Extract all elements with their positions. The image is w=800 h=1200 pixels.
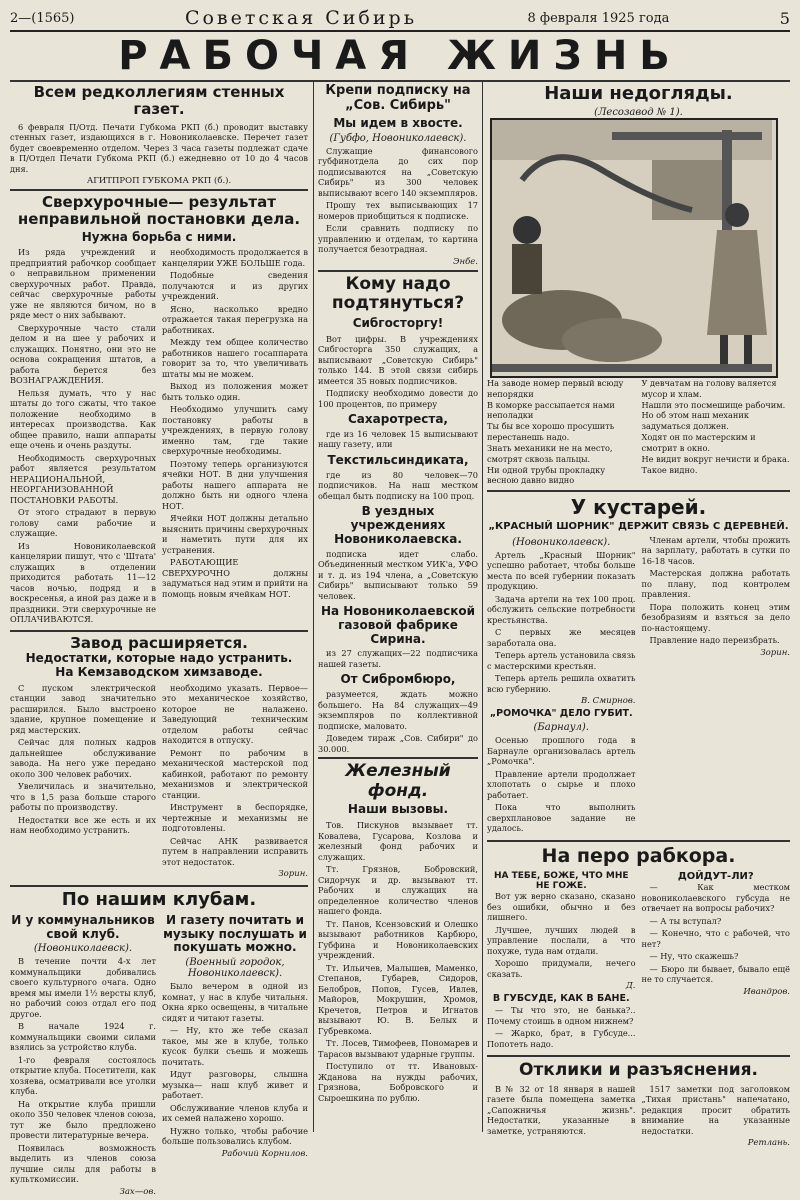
club2-headline: И газету почитать и музыку послушать и покушать можно. (163, 912, 307, 955)
cartoon-illustration (490, 118, 778, 378)
article-paragraph: Служащие финансового губфинотдела до сих пор подписываются на „Советскую Сибирь" из 300 человек выписывают всего 140 экземпляров. (318, 145, 478, 198)
article-signature: Д. (625, 981, 636, 992)
article-paragraph: В № 32 от 18 января в нашей газете была помещена заметка „Сапожничья жизнь". Недостатки, указанные в заметке, устраняются. (487, 1083, 636, 1136)
article-paragraph: Недостатки все же есть и их нам необходимо устранить. (10, 814, 156, 836)
article-paragraph: Идут разговоры, слышна музыка— наш клуб живет и работает. (162, 1069, 308, 1101)
article-paragraph: Подобные сведения получаются и из других учреждений. (162, 270, 308, 302)
article-signature: Зорин. (760, 647, 790, 658)
article-paragraph: Инструмент в беспорядке, чертежные и механизмы не подготовлены. (162, 802, 308, 834)
article-paragraph: необходимо указать. Первое— это механическое хозяйство, которое не налажено. Заведующий техническим отделом работы сейчас находится в отпуску. (162, 682, 308, 746)
article-paragraph: разумеется, ждать можно большего. На 84 служащих—49 экземпляров по коллективной подписке, маловато. (318, 689, 478, 731)
overtime-headline: Сверхурочные— результат неправильной постановки дела. (17, 193, 301, 229)
left-column (10, 83, 308, 1197)
article-signature: Ивандров. (743, 986, 790, 997)
who-subheadline: Сибгосторгу! (352, 315, 444, 330)
column-rule-1 (313, 82, 314, 1132)
pero-a-headline: НА ТЕБЕ, БОЖЕ, ЧТО МНЕ НЕ ГОЖЕ. (493, 870, 629, 891)
article-paragraph: Вот уж верно сказано, сказано без ошибки, обычно и без лишнего. (487, 891, 636, 923)
article-paragraph: С пуском электрической станции завод значительно расширился. Было выстроено здание, крупное помещение и ряд мастерских. (10, 682, 156, 735)
article-signature: Ретлань. (747, 1138, 790, 1149)
article-paragraph: Появилась возможность выделить из членов союза лучшие силы для работы в культкомиссии. (10, 1142, 156, 1185)
article-paragraph: — Жарко, брат, в Губсуде... Попотеть надо. (487, 1028, 636, 1049)
club1-location: (Новониколаевск). (33, 943, 133, 955)
article-paragraph: Осенью прошлого года в Барнауле организовалась артель „Ромочка". (487, 735, 636, 767)
verse-line: Ты бы все хорошо просушить перестанешь надо. (487, 421, 615, 443)
zavod-article (10, 683, 308, 883)
section-banner: РАБОЧАЯ ЖИЗНЬ (118, 33, 682, 79)
article-paragraph: Теперь артель решила охватить всю губернию. (487, 673, 636, 694)
article-signature: Рабочий Корнилов. (221, 1148, 308, 1159)
article-paragraph: Мастерская должна работать по плану, под контролем правления. (641, 568, 790, 600)
article-paragraph: Поэтому теперь организуются ячейки НОТ. В дни улучшения работы нашего аппарата не должно быть ни одного члена НОТ. (162, 458, 308, 511)
article-paragraph: Сейчас для полных кадров дальнейшее обслуживание завода. На него уже передано около 300 человек рабочих. (10, 737, 156, 779)
uezd-headline: В уездных учреждениях Новониколаевска. (334, 504, 462, 546)
article-signature: Энбе. (452, 256, 478, 267)
article-paragraph: 1517 заметки под заголовком „Тихая пристань" напечатано, редакция просит обратить внимание на указанные недостатки. (641, 1083, 790, 1136)
verse-line: Не видит вокруг нечисти и брака. Такое видно. (641, 453, 790, 475)
kust-headline: У кустарей. (570, 495, 707, 520)
notice-headline: Всем редколлегиям стенных газет. (33, 83, 285, 119)
right-column-lower (487, 378, 790, 1149)
article-paragraph: — Ну, что скажешь? (649, 951, 739, 962)
article-paragraph: Необходимость сверхурочных работ является результатом НЕРАЦИОНАЛЬНОЙ, НЕОРГАНИЗОВАННОЙ ПОСТАНОВКИ РАБОТЫ. (10, 452, 156, 505)
romochka-headline: „РОМОЧКА" ДЕЛО ГУБИТ. (489, 708, 633, 720)
article-paragraph: 1-го февраля состоялось открытие клуба. Посетители, как хозяева, осматривали все уголки клуба. (10, 1054, 156, 1097)
club1-headline: И у коммунальников свой клуб. (11, 912, 155, 941)
otkl-headline: Отклики и разъяснения. (519, 1060, 758, 1081)
article-paragraph: Увеличилась и значительно, что в 1,5 раза больше старого работы по производству. (10, 781, 156, 813)
article-paragraph: Задача артели на тех 100 проц. обслужить сельские потребности крестьянства. (487, 593, 636, 625)
subscription-location: (Губфо, Новониколаевск). (329, 132, 467, 144)
article-paragraph: Тт. Грязнов, Бобровский, Сидорчук и др. вызывают тт. Рабочих и служащих на определенное количество членов нашего фонда. (318, 864, 478, 917)
verse-line: На заводе номер первый всюду непорядки (487, 378, 624, 399)
pero-headline: На перо рабкора. (541, 844, 736, 867)
notice-signature: АГИТПРОП ГУБКОМА РКП (б.). (86, 176, 232, 186)
article-paragraph: где из 16 человек 15 выписывают нашу газету, или (318, 428, 478, 450)
issue-date: 8 февраля 1925 года (527, 10, 670, 26)
article-paragraph: Ясно, насколько вредно отражается такая перегрузка на работниках. (162, 303, 308, 335)
who-headline: Кому надо подтянуться? (331, 273, 465, 314)
clubs-headline: По нашим клубам. (61, 889, 257, 911)
article-paragraph: — Конечно, что с рабочей, что нет? (641, 928, 790, 949)
divider (487, 1055, 790, 1057)
article-paragraph: подписка идет слабо. Объединенный местком УИК'а, УФО и т. д. из 194 члена, а „Советскую Сибирь" выписывают только 59 человек. (318, 548, 478, 601)
page-number: 5 (779, 8, 790, 28)
divider (10, 189, 308, 191)
divider (10, 885, 308, 887)
verse-line: Ходят он по мастерским и смотрит в окно. (641, 432, 756, 453)
article-paragraph: Вот цифры. В учреждениях Сибгосторга 350 служащих, а выписывают „Советскую Сибирь" только 144. В этой связи сибирь имеется 35 новых подписчиков. (318, 333, 478, 386)
factory-scene-icon (492, 120, 772, 372)
article-signature: В. Смирнов. (581, 696, 636, 707)
article-paragraph: Нужно только, чтобы рабочие больше пользовались клубом. (162, 1125, 308, 1147)
article-paragraph: Нельзя думать, что у нас штаты до того сжаты, что такое положение необходимо в интересах производства. Как общее правило, наши аппараты еще очень и очень раздуты. (10, 387, 156, 451)
cartoon-verses (487, 378, 790, 486)
zavod-subheadline: Недостатки, которые надо устранить. (25, 651, 293, 666)
article-paragraph: Пора положить конец этим безобразиям и взяться за дело по-настоящему. (641, 601, 790, 633)
article-paragraph: Между тем общее количество работников нашего госаппарата говорит за то, что увеличивать штаты мы не можем. (162, 337, 308, 379)
article-paragraph: Поступило от тт. Ивановых-Жданова на нужды рабочих, Грязнова, Бобровского и Сыроешкина по рублю. (318, 1061, 478, 1103)
divider (487, 840, 790, 842)
divider (318, 757, 478, 759)
article-paragraph: Из ряда учреждений и предприятий рабочкор сообщает о неправильном применении сверхурочных работ. Правда, сейчас сверхурочные работы уже не являются бичом, но в ряде мест о них забывают. (10, 247, 156, 321)
paper-title: Советская Сибирь (184, 7, 418, 29)
kust-subheadline: „КРАСНЫЙ ШОРНИК" ДЕРЖИТ СВЯЗЬ С ДЕРЕВНЕЙ. (488, 521, 789, 533)
verse-line: В коморке рассыпается нами неполадки (487, 399, 615, 421)
overtime-subheadline: Нужна борьба с ними. (81, 229, 237, 244)
pero-c-headline: ДОЙДУТ-ЛИ? (677, 870, 754, 882)
article-paragraph: Выход из положения может быть только один. (162, 381, 308, 402)
middle-column (318, 84, 478, 1134)
fond-subheadline: Наши вызовы. (347, 802, 449, 817)
column-rule-2 (482, 82, 483, 1132)
article-paragraph: Тт. Ильичев, Малышев, Маменко, Степанов, Губарев, Сидоров, Белобров, Попов, Гусев, Ивлев, Майоров, Мокрушин, Хромов, Кречетов, Петров и Игнатов вызывают Ю. В. Белых и Губревкома. (318, 962, 478, 1036)
fond-headline: Железный фонд. (345, 761, 451, 801)
article-signature: Зах—ов. (119, 1186, 156, 1197)
verse-line: У девчатам на голову валяется мусор и хлам. (641, 378, 777, 399)
overtime-article (10, 247, 308, 627)
article-paragraph: Ячейки НОТ должны детально выяснить причины сверхурочных и наметить пути для их устранения. (162, 513, 308, 555)
article-paragraph: Сверхурочные часто стали делом и на шее у рабочих и служащих. Понятно, они это не основа сокращения штатов, а работа берется без ВОЗНАГРАЖДЕНИЯ. (10, 322, 156, 386)
article-paragraph: Доведем тираж „Сов. Сибири" до 30.000. (318, 733, 478, 754)
article-paragraph: С первых же месяцев заработала она. (487, 627, 636, 648)
zavod-headline: Завод расширяется. (70, 633, 248, 652)
article-paragraph: — Бюро ли бывает, бывало ещё не то случается. (641, 963, 790, 985)
article-paragraph: — Ну, кто же тебе сказал такое, мы же в клубе, только кусок булки съешь и можешь почитать. (162, 1025, 308, 1067)
divider (487, 490, 790, 492)
article-paragraph: из 27 служащих—22 подписчика нашей газеты. (318, 648, 478, 669)
article-paragraph: Прошу тех выписывающих 17 номеров приобщиться к подписке. (318, 200, 478, 221)
verse-line: Нашли это посмешище рабочим. (641, 399, 786, 410)
article-paragraph: Необходимо улучшить саму постановку работы в учреждениях, в первую голову именно там, где такие сверхурочные необходимы. (162, 404, 308, 457)
kust-articles (487, 535, 790, 836)
article-paragraph: Членам артели, чтобы прожить на зарплату, работать в сутки по 16-18 часов. (641, 534, 790, 566)
romochka-location: (Барнаул). (533, 722, 589, 734)
article-paragraph: Правление артели продолжает хлопотать о сырье и плохо работает. (487, 768, 636, 800)
article-signature: Зорин. (278, 869, 308, 880)
article-paragraph: необходимость продолжается в канцелярии УЖЕ БОЛЬШЕ года. (162, 247, 308, 268)
article-paragraph: На открытие клуба пришли около 350 человек членов союза, тут же было предложено провести литературные вечера. (10, 1098, 156, 1141)
sibrom-headline: От Сибромбюро, (340, 672, 456, 687)
verse-line: Ни одной трубы прокладку весною давно видно (487, 464, 606, 486)
article-paragraph: Сейчас АНК развивается путем в направлении исправить этот недостаток. (162, 835, 308, 867)
kust-location: (Новониколаевск). (512, 536, 611, 548)
tekstil-headline: Текстильсиндиката, (327, 452, 469, 467)
article-paragraph: В начале 1924 г. коммунальщики своими силами взялись за устройство клуба. (10, 1021, 156, 1053)
article-paragraph: Обслуживание членов клуба и их семей налажено хорошо. (162, 1102, 308, 1124)
subscription-headline: Крепи подписку на „Сов. Сибирь" (325, 83, 471, 113)
subscription-subheadline: Мы идем в хвосте. (333, 115, 463, 130)
article-paragraph: Теперь артель установила связь с мастерскими крестьян. (487, 650, 636, 671)
article-paragraph: Правление надо переизбрать. (649, 635, 780, 646)
article-paragraph: РАБОТАЮЩИЕ СВЕРХУРОЧНО должны задуматься над этим и прийти на помощь новым ячейкам НОТ. (162, 557, 308, 599)
verse-line: Знать механики не на место, смотрят сквозь пальцы. (487, 442, 613, 464)
verse-line: Но об этом наш механик задуматься должен. (641, 410, 749, 432)
article-paragraph: Хорошо придумали, нечего сказать. (487, 958, 636, 979)
divider (10, 630, 308, 632)
tanner-headline: На Новониколаевской газовой фабрике Сирина. (320, 604, 476, 646)
article-paragraph: Если сравнить подписку по управлению и отделам, то картина получается безотрадная. (318, 223, 478, 255)
article-paragraph: Ремонт по рабочим в механической мастерской под кабинкой, работают по ремонту механизмов и электрической станции. (162, 747, 308, 800)
pero-articles (487, 871, 790, 1052)
clubs-articles (10, 914, 308, 1200)
pero-b-headline: В ГУБСУДЕ, КАК В БАНЕ. (492, 993, 630, 1005)
article-paragraph: В течение почти 4-х лет коммунальщики добивались своего культурного очага. Одно время мы имели 1½ версты клуб, но рабочий союз отдал его под другое. (10, 956, 156, 1019)
article-paragraph: От этого страдают в первую голову сами рабочие и служащие. (10, 507, 156, 539)
article-paragraph: Тов. Пискунов вызывает тт. Ковалева, Гусарова, Козлова и железный фонд рабочих и служащих. (318, 820, 478, 862)
zavod-subheadline-2: На Кемзаводском химзаводе. (55, 664, 263, 679)
sakh-headline: Сахаротреста, (348, 412, 448, 427)
article-paragraph: — Как местком новониколаевского губсуда не отвечает на вопросы рабочих? (641, 882, 790, 914)
article-paragraph: Артель „Красный Шорник" успешно работает, чтобы больше места по всей губернии показать продукцию. (487, 549, 636, 592)
article-paragraph: Лучшее, лучших людей в управление послали, а что похуже, туда нам отдали. (487, 924, 636, 956)
article-paragraph: Из Новониколаевской канцелярии пишут, что с 'Штата' служащих в отделении приходится работать 11—12 часов ночью, подряд и в воскресенья, а иной раз даже и в праздники. Эти сверхурочные не ОПЛАЧИВАЮТСЯ. (10, 540, 156, 625)
article-paragraph: — А ты вступал? (649, 915, 722, 926)
article-paragraph: — Ты что это, не банька?.. Почему стоишь в одном нижнем? (487, 1005, 636, 1026)
otkl-articles (487, 1084, 790, 1152)
cartoon-headline: Наши недогляды. (544, 83, 733, 104)
cartoon-subtitle: (Лесозавод № 1). (594, 106, 683, 118)
running-head (10, 6, 790, 32)
article-paragraph: Тт. Лосев, Тимофеев, Пономарев и Тарасов вызывают ударные группы. (318, 1038, 478, 1059)
article-paragraph: где из 80 человек—70 подписчиков. На наш местком обещал быть подписку на 100 проц. (318, 469, 478, 501)
article-paragraph: Пока что выполнить сверхплановое задание не удалось. (487, 802, 636, 834)
divider (318, 270, 478, 272)
article-paragraph: Было вечером в одной из комнат, у нас в клубе читальня. Окна ярко освещены, в читальне сидят и читают газеты. (162, 981, 308, 1023)
notice-text: 6 февраля П/Отд. Печати Губкома РКП (б.) проводит выставку стенных газет, издающихся в г. Новониколаевске. Перечет газет будет своевременно отделом. Через 3 часа газеты подлежат сдаче в П/Отдел Печати Губкома РКП (б.) ежедневно от 10 до 4 часов дня. (10, 121, 308, 174)
article-paragraph: Тт. Панов, Ксензовский и Олешко вызывают работников Карбюро, Губфина и Новониколаевских учреждений. (318, 918, 478, 961)
article-paragraph: Подписку необходимо довести до 100 процентов, по примеру (318, 388, 478, 409)
page-code: 2—(1565) (10, 10, 75, 26)
club2-location: (Военный городок, Новониколаевск). (185, 957, 285, 980)
banner-rule (10, 80, 790, 82)
